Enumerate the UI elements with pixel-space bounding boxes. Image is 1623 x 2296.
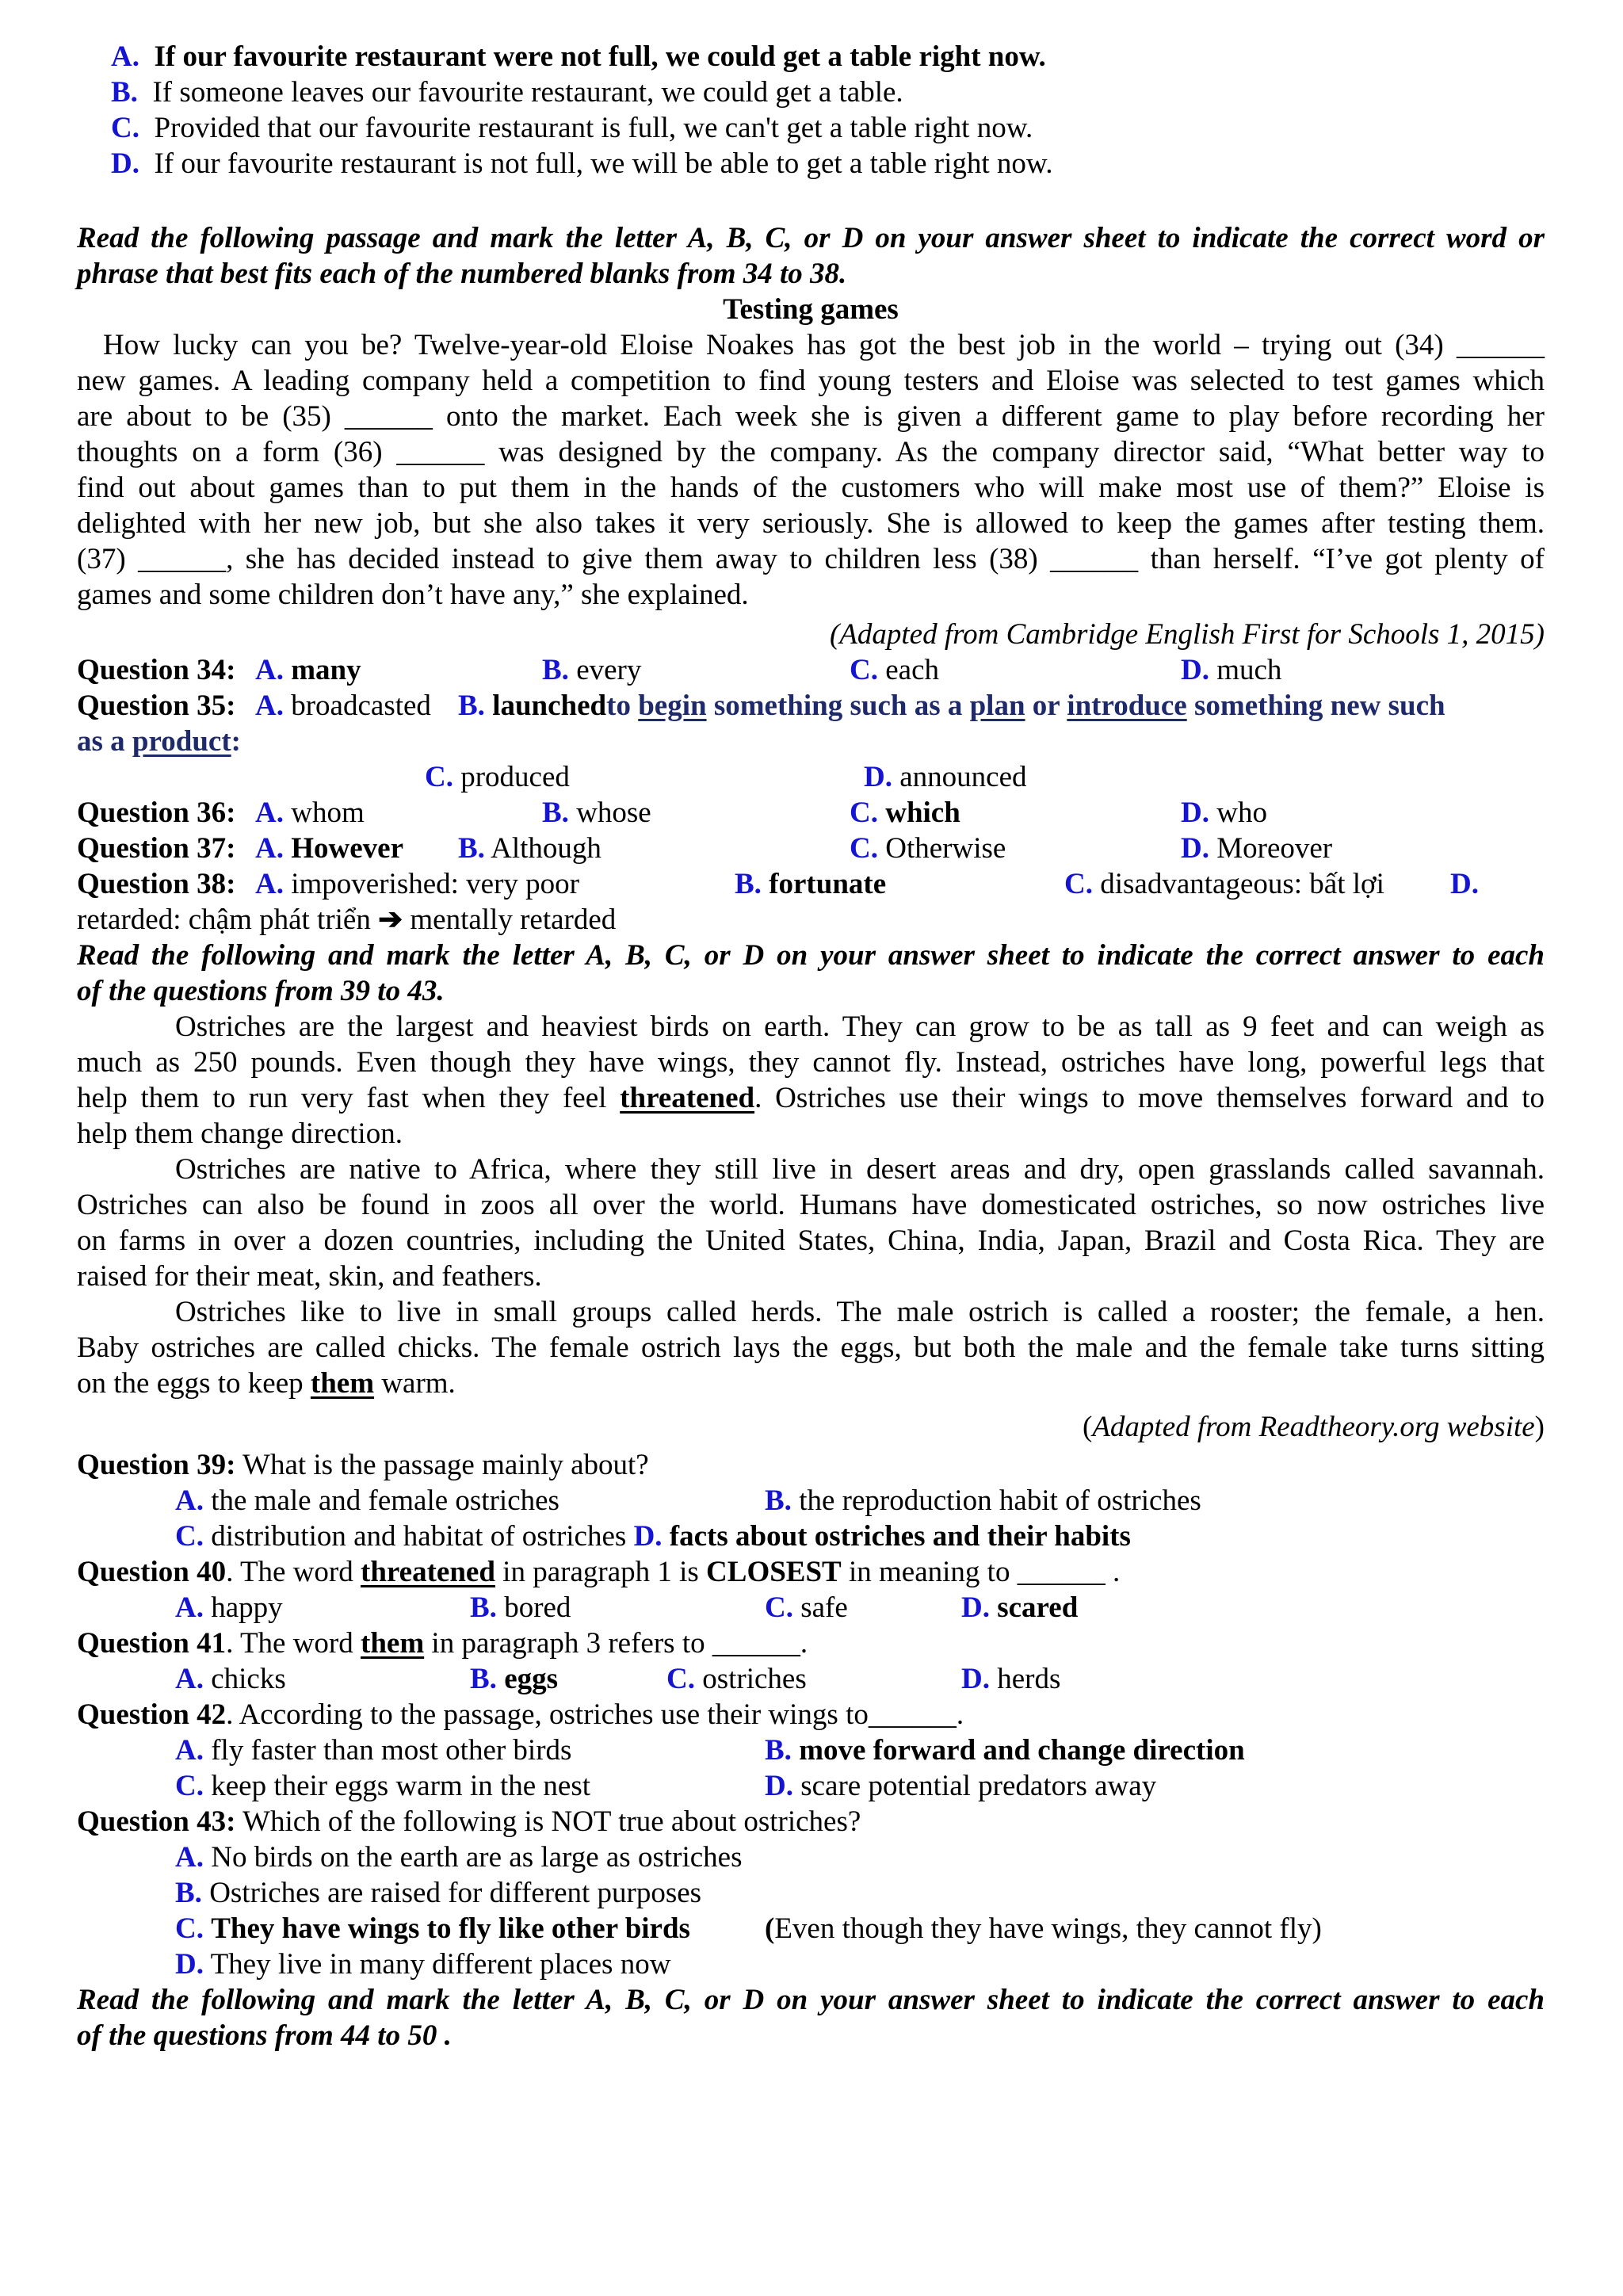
- option-b: the reproduction habit of ostriches: [799, 1484, 1201, 1517]
- option-a: However: [291, 832, 404, 865]
- option-text: If our favourite restaurant is not full, we will be able to get a table right now.: [154, 147, 1053, 180]
- option-text: If our favourite restaurant were not full, we could get a table right now.: [154, 40, 1046, 73]
- q33-option-b: [111, 74, 1579, 110]
- option-c: They have wings to fly like other birds: [211, 1912, 690, 1945]
- passage-line-5: find out about games than to put them in the hands of the customers who will make most use of them?” Eloise is: [77, 472, 1545, 504]
- option-c-note: Even though they have wings, they cannot fly): [774, 1912, 1322, 1945]
- definition: to begin something such as a plan or introduce something new such: [606, 690, 1445, 722]
- option-a: whom: [291, 797, 365, 829]
- passage-line-1: How lucky can you be? Twelve-year-old Eloise Noakes has got the best job in the world – trying out (34) ______: [103, 329, 1545, 361]
- question-43-a: A. No birds on the earth are as large as ostriches: [175, 1841, 743, 1874]
- option-d: facts about ostriches and their habits: [669, 1520, 1131, 1553]
- option-c: safe: [800, 1591, 848, 1624]
- arrow-icon: ➔: [378, 904, 403, 936]
- exam-page: A. If our favourite restaurant were not full, we could get a table right now. B. If someone leaves our favourite restaurant, we could get a table. C. Provided that our favourite restaurant is full, we can't get a table right now. D. If our favourite restaurant is not full, we will be able to get a table right now. Read the following passage and mark the letter A, B, C, or D on your answer sheet to indicate the correct word or phrase that best fits each of the numbered blanks from 34 to 38. Testing games How lucky can you be? Twelve-year-old Eloise Noakes has got the best job in the world – trying out (34) ______ new games. A leading company held a competition to find young testers and Eloise was selected to test games which are about to be (35) ______ onto the market. Each week she is given a different game to play before recording her thoughts on a form (36) ______ was designed by the company. As the company director said, “What better way to find out about games than to put them in the hands of the customers who will make most use of them?” Eloise is delighted with her new job, but she also takes it very seriously. She is allowed to keep the games after testing them. (37) ______, she has decided instead to give them away to children less (38) ______ than herself. “I’ve got plenty of games and some children don’t have any,” she explained. (Adapted from Cambridge English First for Schools 1, 2015) Question 34: A. many B. every C. each D. much Question 35: A. broadcasted B. launchedto begin something such as a plan or introduce something new such as a product: C. produced D. announced Question 36: A. whom B. whose C. which D. who Question 37: A. However B. Although C. Otherwise D. Moreover Question 38: A. impoverished: very poor B. fortunate C. disadvantageous: bất lợi D. retarded: chậm phát triển ➔ mentally retarded Read the following and mark the letter A, B, C, or D on your answer sheet to indicate the correct answer to each of the questions from 39 to 43. Ostriches are the largest and heaviest birds on earth. They can grow to be as tall as 9 feet and can weigh as much as 250 pounds. Even though they have wings, they cannot fly. Instead, ostriches have long, powerful legs that help them to run very fast when they feel threatened. Ostriches use their wings to move themselves forward and to help them change direction. Ostriches are native to Africa, where they still live in desert areas and dry, open grasslands called savannah. Ostriches can also be found in zoos all over the world. Humans have domesticated ostriches, so now ostriches live on farms in over a dozen countries, including the United States, China, India, Japan, Brazil and Costa Rica. They are raised for their meat, skin, and feathers. Ostriches like to live in small groups called herds. The male ostrich is called a rooster; the female, a hen. Baby ostriches are called chicks. The female ostrich lays the eggs, but both the male and the female take turns sitting on the eggs to keep them warm. (Adapted from Readtheory.org website) Question 39: What is the passage mainly about? A. the male and female ostriches B. the reproduction habit of ostriches C. distribution and habitat of ostriches D. facts about ostriches and their habits Question 40. The word threatened in paragraph 1 is CLOSEST in meaning to ______ . A. happy B. bored C. safe D. scared Question 41. The word them in paragraph 3 refers to ______. A. chicks B. eggs C. ostriches D. herds Question 42. According to the passage, ostriches use their wings to______. A. fly faster than most other birds B. move forward and change direction C. keep their eggs warm in the nest D. scare potential predators away Question 43: Which of the following is NOT true about ostriches? A. No birds on the earth are as large as ostriches B. Ostriches are raised for different purposes C. They have wings to fly like other birds (Even though they have wings, they cannot fly) D. They live in many different places now Read the following and mark the letter A, B, C, or D on your answer sheet to indicate the correct answer to each of the questions from 44 to 50 .: [0, 0, 1623, 2296]
- underlined-word: them: [310, 1367, 375, 1400]
- option-a: chicks: [211, 1663, 286, 1695]
- passage-line-6: delighted with her new job, but she also takes it very seriously. She is allowed to keep the games after testing them.: [77, 507, 1545, 540]
- p1-line-1: Ostriches are the largest and heaviest birds on earth. They can grow to be as tall as 9 feet and can weigh as: [175, 1010, 1545, 1043]
- option-a: fly faster than most other birds: [211, 1734, 572, 1767]
- passage-line-2: new games. A leading company held a competition to find young testers and Eloise was selected to test games which: [77, 365, 1545, 397]
- question-label: Question 35:: [77, 690, 236, 722]
- option-a: happy: [211, 1591, 283, 1624]
- question-40: Question 40. The word threatened in paragraph 1 is CLOSEST in meaning to ______ .: [77, 1556, 1121, 1588]
- q33-option-c: [111, 110, 1579, 146]
- option-d: scare potential predators away: [800, 1770, 1157, 1802]
- option-b: bored: [504, 1591, 571, 1624]
- option-b: fortunate: [769, 868, 887, 900]
- option-b: launched: [492, 690, 607, 722]
- instruction-34-38-line-2: phrase that best fits each of the numbered blanks from 34 to 38.: [77, 258, 847, 290]
- option-d: announced: [899, 761, 1027, 793]
- option-d: They live in many different places now: [210, 1948, 671, 1981]
- option-d: much: [1216, 654, 1282, 686]
- option-a: No birds on the earth are as large as ostriches: [211, 1841, 743, 1874]
- instruction-39-43-line-2: of the questions from 39 to 43.: [77, 975, 445, 1007]
- option-c: each: [885, 654, 940, 686]
- option-a: the male and female ostriches: [211, 1484, 559, 1517]
- option-letter: A.: [111, 40, 139, 73]
- q33-option-d: [111, 146, 1579, 181]
- option-c: produced: [460, 761, 570, 793]
- option-b: move forward and change direction: [799, 1734, 1245, 1767]
- instruction-34-38-line-1: Read the following passage and mark the letter A, B, C, or D on your answer sheet to indicate the correct word or: [77, 222, 1545, 254]
- passage-source-2: (Adapted from Readtheory.org website): [1083, 1411, 1545, 1443]
- question-label: Question 38:: [77, 868, 236, 900]
- option-letter: D.: [111, 147, 139, 180]
- q33-option-a: [111, 39, 1579, 74]
- option-d: Moreover: [1216, 832, 1333, 865]
- p3-line-1: Ostriches like to live in small groups called herds. The male ostrich is called a rooster; the female, a hen.: [175, 1296, 1545, 1328]
- option-letter: C.: [111, 112, 139, 144]
- option-text: Provided that our favourite restaurant is full, we can't get a table right now.: [154, 112, 1033, 144]
- option-b: eggs: [504, 1663, 559, 1695]
- passage-source: (Adapted from Cambridge English First for Schools 1, 2015): [829, 618, 1545, 651]
- p2-line-3: on farms in over a dozen countries, including the United States, China, India, Japan, Brazil and Costa Rica. They are: [77, 1224, 1545, 1257]
- p3-line-3: on the eggs to keep them warm.: [77, 1367, 456, 1400]
- option-text: If someone leaves our favourite restaurant, we could get a table.: [152, 76, 903, 109]
- passage-line-4: thoughts on a form (36) ______ was designed by the company. As the company director said, “What better way to: [77, 436, 1545, 468]
- option-c: keep their eggs warm in the nest: [211, 1770, 591, 1802]
- option-b: every: [576, 654, 642, 686]
- option-d: herds: [997, 1663, 1061, 1695]
- option-a: impoverished: very poor: [291, 868, 579, 900]
- option-c: Otherwise: [885, 832, 1006, 865]
- option-a: many: [291, 654, 361, 686]
- p1-line-4: help them change direction.: [77, 1117, 403, 1150]
- question-43-d: D. They live in many different places now: [175, 1948, 671, 1981]
- question-43-b: B. Ostriches are raised for different purposes: [175, 1877, 702, 1909]
- option-d: retarded: chậm phát triển: [77, 904, 371, 936]
- question-label: Question 34:: [77, 654, 236, 686]
- p1-line-2: much as 250 pounds. Even though they have wings, they cannot fly. Instead, ostriches have long, powerful legs that: [77, 1046, 1545, 1079]
- instruction-44-50-line-2: of the questions from 44 to 50 .: [77, 2019, 452, 2052]
- option-b: Ostriches are raised for different purposes: [209, 1877, 702, 1909]
- option-d: who: [1216, 797, 1267, 829]
- p2-line-4: raised for their meat, skin, and feathers.: [77, 1260, 542, 1293]
- question-39: Question 39: What is the passage mainly about?: [77, 1449, 649, 1481]
- question-39-cd: C. distribution and habitat of ostriches D. facts about ostriches and their habits: [175, 1520, 1131, 1553]
- question-43: Question 43: Which of the following is NOT true about ostriches?: [77, 1805, 861, 1838]
- passage-line-8: games and some children don’t have any,” she explained.: [77, 579, 749, 611]
- option-d: scared: [997, 1591, 1079, 1624]
- option-c: ostriches: [702, 1663, 807, 1695]
- question-label: Question 37:: [77, 832, 236, 865]
- option-b: whose: [576, 797, 651, 829]
- passage-title: Testing games: [723, 293, 899, 326]
- question-38-option-d: retarded: chậm phát triển ➔ mentally retarded: [77, 904, 617, 936]
- option-b: Although: [491, 832, 601, 865]
- option-c: disadvantageous: bất lợi: [1100, 868, 1384, 900]
- option-c: distribution and habitat of ostriches: [211, 1520, 627, 1553]
- p3-line-2: Baby ostriches are called chicks. The female ostrich lays the eggs, but both the male and the female take turns sitting: [77, 1331, 1545, 1364]
- p2-line-1: Ostriches are native to Africa, where they still live in desert areas and dry, open grasslands called savannah.: [175, 1153, 1545, 1186]
- p1-line-3: help them to run very fast when they feel threatened. Ostriches use their wings to move themselves forward and to: [77, 1082, 1545, 1114]
- underlined-word: threatened: [620, 1082, 755, 1114]
- question-35-definition-cont: as a product:: [77, 725, 241, 758]
- option-a: broadcasted: [291, 690, 431, 722]
- question-label: Question 36:: [77, 797, 236, 829]
- option-c: which: [885, 797, 960, 829]
- question-42: Question 42. According to the passage, ostriches use their wings to______.: [77, 1698, 964, 1731]
- question-41: Question 41. The word them in paragraph 3 refers to ______.: [77, 1627, 808, 1660]
- instruction-44-50-line-1: Read the following and mark the letter A, B, C, or D on your answer sheet to indicate the correct answer to each: [77, 1984, 1545, 2016]
- passage-line-7: (37) ______, she has decided instead to give them away to children less (38) ______ than herself. “I’ve got plenty of: [77, 543, 1545, 575]
- passage-line-3: are about to be (35) ______ onto the market. Each week she is given a different game to play before recording her: [77, 400, 1545, 433]
- p2-line-2: Ostriches can also be found in zoos all over the world. Humans have domesticated ostriches, so now ostriches live: [77, 1189, 1545, 1221]
- instruction-39-43-line-1: Read the following and mark the letter A, B, C, or D on your answer sheet to indicate the correct answer to each: [77, 939, 1545, 972]
- option-letter: B.: [111, 76, 138, 109]
